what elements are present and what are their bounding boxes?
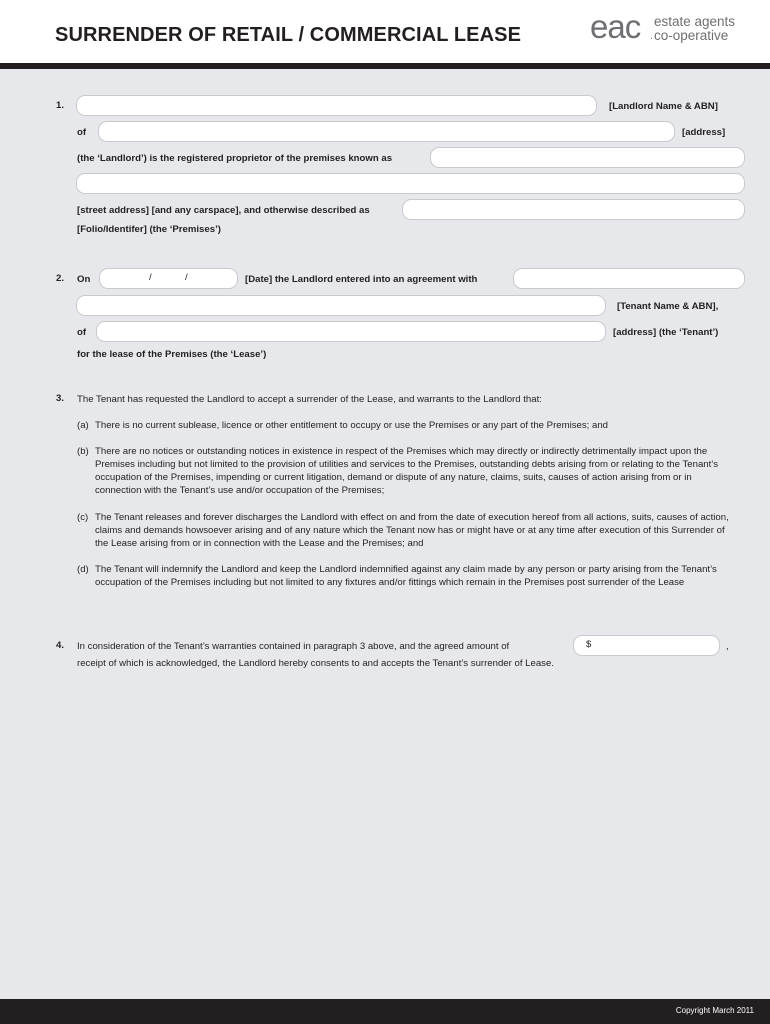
landlord-address-field[interactable] xyxy=(98,121,675,142)
tenant-address-field[interactable] xyxy=(96,321,606,342)
warranty-item-text: The Tenant releases and forever discharges the Landlord with effect on and from the date of execution hereof from all actions, suits, causes of action, claims and demands howsoever arising and of any nature which the Tenant now has or might have or at any time after execution of this Surrender of the Lease arising from or in connection with the Lease and the Premises; and xyxy=(95,512,729,549)
copyright-text: Copyright March 2011 xyxy=(675,1006,754,1015)
warranty-item xyxy=(77,419,737,432)
tenant-address-label: [address] (the ‘Tenant’) xyxy=(613,327,719,338)
warranty-item-label: (c) xyxy=(77,512,89,523)
agreed-amount-field[interactable] xyxy=(573,635,720,656)
warranty-item-label: (d) xyxy=(77,564,89,575)
date-separator: / xyxy=(149,272,152,283)
warranty-item-text: There are no notices or outstanding notices in existence in respect of the Premises which may directly or indirectly detrimentally impact upon the Premises including but not limited to the provision of utilities and services to the Premises, outstanding debts arising from or relating to the Tenant’s occupation of the Premises, impending or current litigation, demand or dispute of any nature, claims, suits, causes of action arising from or in connection with the Tenant’s use and/or occupation of the Premises; xyxy=(95,446,719,496)
landlord-name-field[interactable] xyxy=(76,95,597,116)
landlord-name-label: [Landlord Name & ABN] xyxy=(609,101,718,112)
header xyxy=(0,0,770,66)
folio-text: [Folio/Identifer] (the ‘Premises’) xyxy=(77,224,221,235)
landlord-address-label: [address] xyxy=(682,127,726,138)
section2-number: 2. xyxy=(56,273,65,284)
currency-symbol: $ xyxy=(586,639,592,650)
premises-known-as-field[interactable] xyxy=(430,147,745,168)
consideration-text: In consideration of the Tenant’s warranties contained in paragraph 3 above, and the agreed amount of xyxy=(77,641,510,652)
logo-line2: . co-operative xyxy=(650,28,729,43)
warranty-item xyxy=(77,445,737,497)
date-separator: / xyxy=(185,272,188,283)
warranty-item-label: (a) xyxy=(77,420,89,431)
warranty-item xyxy=(77,511,737,550)
section4-number: 4. xyxy=(56,640,65,651)
otherwise-described-field[interactable] xyxy=(402,199,745,220)
logo-line1: estate agents xyxy=(654,14,736,29)
warranty-item xyxy=(77,563,737,589)
receipt-text: receipt of which is acknowledged, the Landlord hereby consents to and accepts the Tenant’s surrender of Lease. xyxy=(77,658,554,669)
warranty-item-label: (b) xyxy=(77,446,89,457)
landlord-of-label: of xyxy=(77,127,87,138)
street-address-text: [street address] [and any carspace], and otherwise described as xyxy=(77,205,370,216)
proprietor-text: (the ‘Landlord’) is the registered proprietor of the premises known as xyxy=(77,153,393,164)
section1-number: 1. xyxy=(56,100,65,111)
street-address-field[interactable] xyxy=(76,173,745,194)
footer xyxy=(0,999,770,1024)
tenant-of-label: of xyxy=(77,327,87,338)
agreement-date-field[interactable] xyxy=(99,268,238,289)
header-rule xyxy=(0,63,770,69)
tenant-name-field[interactable] xyxy=(76,295,606,316)
logo-text xyxy=(650,14,736,43)
tenant-name-label: [Tenant Name & ABN], xyxy=(617,301,719,312)
warranty-item-text: The Tenant will indemnify the Landlord and keep the Landlord indemnified against any claim made by any person or party arising from the Tenant’s occupation of the Premises including but not limited to any fixtures and/or fittings which remain in the Premises post surrender of the Lease xyxy=(95,564,717,588)
page-title: SURRENDER OF RETAIL / COMMERCIAL LEASE xyxy=(55,24,522,46)
section3-number: 3. xyxy=(56,393,65,404)
on-label: On xyxy=(77,274,91,285)
amount-comma: , xyxy=(726,641,729,652)
date-text: [Date] the Landlord entered into an agreement with xyxy=(245,274,478,285)
lease-text: for the lease of the Premises (the ‘Lease’) xyxy=(77,349,267,360)
agreement-party-field[interactable] xyxy=(513,268,745,289)
logo-mark: eac xyxy=(590,8,641,45)
warranty-item-text: There is no current sublease, licence or other entitlement to occupy or use the Premises or any part of the Premises; and xyxy=(95,420,608,431)
section3-intro: The Tenant has requested the Landlord to accept a surrender of the Lease, and warrants to the Landlord that: xyxy=(77,394,542,405)
